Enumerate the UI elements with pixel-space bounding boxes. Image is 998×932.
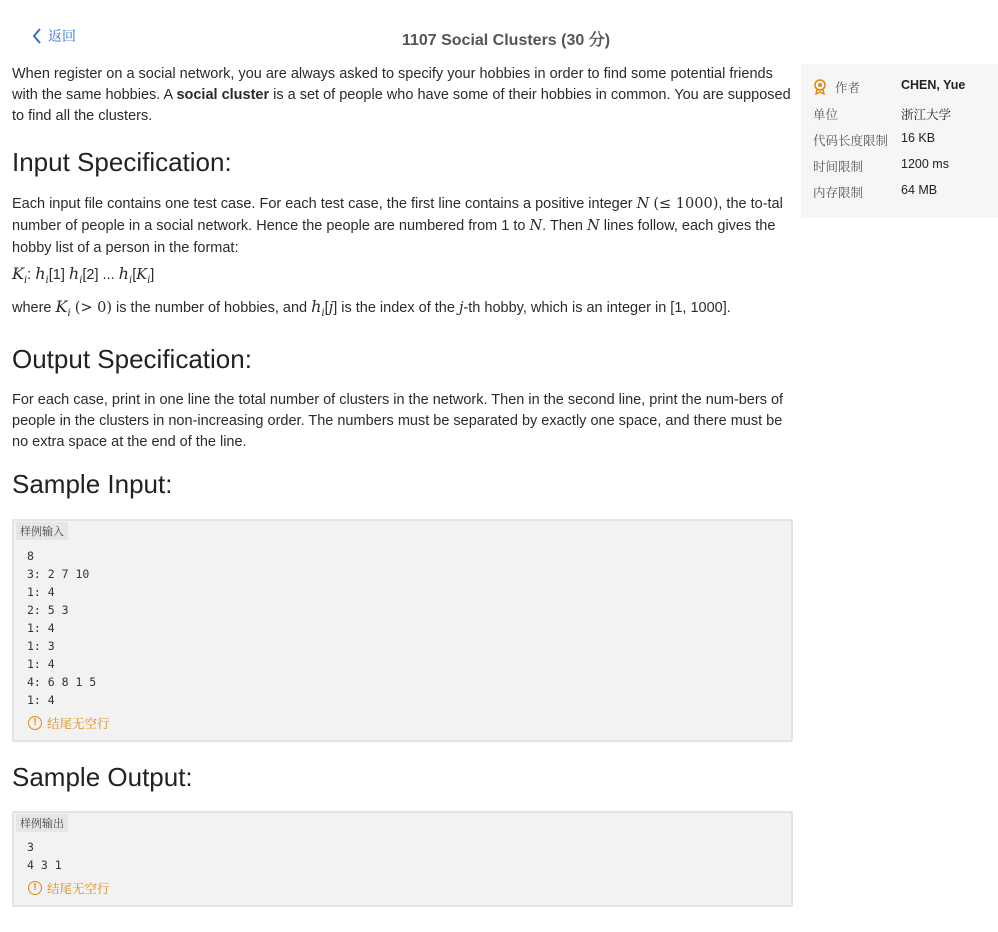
memory-limit-value: 64 MB [901,183,938,197]
problem-content [12,64,794,500]
memory-limit-label: 内存限制 [813,186,864,200]
sample-output-warning: ! 结尾无空行 [28,879,791,897]
sample-input-box [12,519,793,742]
where-paragraph: where $K_i$ (> 0) is the number of hobbies, and $h_i[j]$ is the index of the j-th hobby, which is an integer in [1, 1000]. [12,297,731,320]
author-label: 作者 [835,81,861,95]
social-cluster-term: social cluster [176,87,270,103]
page-title: 1107 Social Clusters (30 分) [401,32,611,49]
intro-paragraph: When register on a social network, you are always asked to specify your hobbies in order to find some potential friends with the same hobbies. A social cluster is a set of people who have some of their hobbies in common. You are supposed to find all the clusters. [12,66,791,124]
input-spec-heading: Input Specification: [12,147,232,177]
sample-output-box [12,811,793,907]
top-bar [0,0,998,72]
code-limit-label: 代码长度限制 [813,134,889,148]
problem-info-panel [801,64,998,218]
input-spec-paragraph: Each input file contains one test case. For each test case, the first line contains a positive integer N (≤ 1000), the to-tal number of people in a social network. Hence the people are numbered from 1 to N. Then N lines follow, each gives the hobby list of a person in the format: [12,196,783,256]
sample-input-warning: ! 结尾无空行 [28,714,791,732]
back-label: 返回 [48,28,76,44]
code-limit-value: 16 KB [901,131,936,145]
exclamation-icon: ! [28,716,42,730]
unit-value: 浙江大学 [901,108,952,122]
sample-input-tag: 样例输入 [16,522,68,540]
author-value[interactable]: CHEN, Yue [901,78,966,92]
output-spec-heading: Output Specification: [12,344,252,375]
sample-output-tag: 样例输出 [16,814,68,832]
author-label-row [813,78,860,96]
format-line: $K_i$: $h_i[1]$ $h_i[2]$ ... $h_i[K_i]$ [12,264,155,287]
sample-input-heading: Sample Input: [12,469,173,500]
sample-input-code[interactable]: 8 3: 2 7 10 1: 4 2: 5 3 1: 4 1: 3 1: 4 4: 6 8 1 5 1: 4 [27,549,97,707]
sample-output-code[interactable]: 3 4 3 1 [27,840,62,872]
sample-output-heading: Sample Output: [12,762,193,792]
time-limit-value: 1200 ms [901,157,949,171]
award-icon [813,79,827,95]
unit-label: 单位 [813,108,839,122]
exclamation-icon: ! [28,881,42,895]
time-limit-label: 时间限制 [813,160,864,174]
output-spec-paragraph: For each case, print in one line the total number of clusters in the network. Then in the second line, print the num-bers of people in the clusters in non-increasing order. The numbers must be separated by exactly one space, and there must be no extra space at the end of the line. [12,392,784,451]
